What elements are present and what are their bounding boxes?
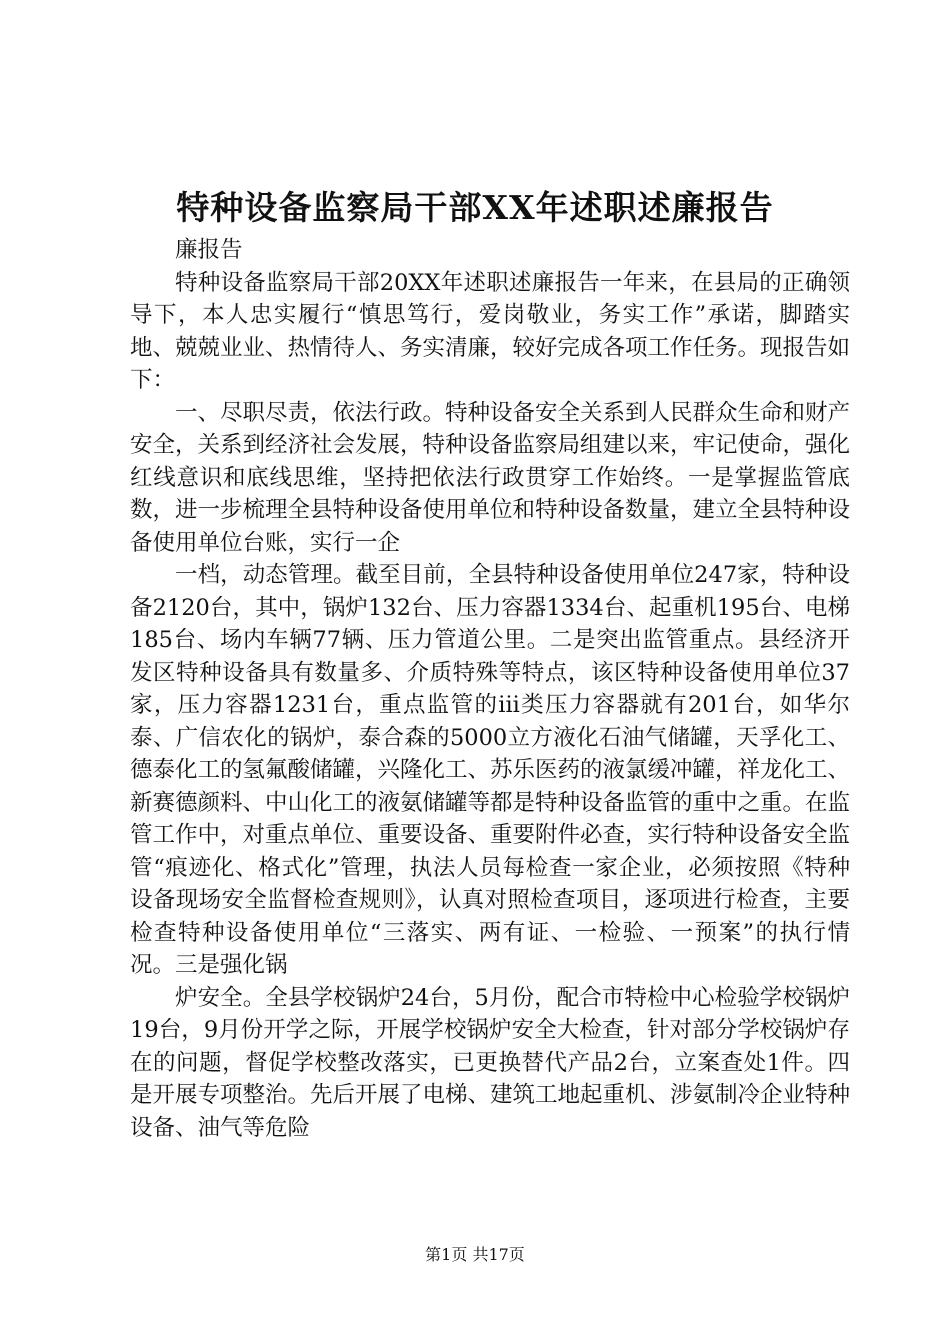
paragraph-1: 廉报告 xyxy=(175,237,243,263)
paragraph-4: 一档，动态管理。截至目前，全县特种设备使用单位247家，特种设备2120台，其中，锅炉132台、压力容器1334台、起重机195台、电梯185台、场内车辆77辆、压力管道公里。二是突出监管重点。县经济开发区特种设备具有数量多、介质特殊等特点，该区特种设备使用单位37家，压力容器1231台，重点监管的iii类压力容器就有201台，如华尔泰、广信农化的锅炉，泰合森的5000立方液化石油气储罐，天孚化工、德泰化工的氢氟酸储罐，兴隆化工、苏乐医药的液氯缓冲罐，祥龙化工、新赛德颜料、中山化工的液氨储罐等都是特种设备监管的重中之重。在监管工作中，对重点单位、重要设备、重要附件必查，实行特种设备安全监管“痕迹化、格式化”管理，执法人员每检查一家企业，必须按照《特种设备现场安全监督检查规则》，认真对照检查项目，逐项进行检查，主要检查特种设备使用单位“三落实、两有证、一检验、一预案”的执行情况。三是强化锅 xyxy=(130,562,851,978)
page-footer: 第1页 共17页 xyxy=(425,1245,525,1264)
document-title: 特种设备监察局干部XX年述职述廉报告 xyxy=(176,188,774,227)
paragraph-5: 炉安全。全县学校锅炉24台，5月份，配合市特检中心检验学校锅炉19台，9月份开学之际，开展学校锅炉安全大检查，针对部分学校锅炉存在的问题，督促学校整改落实，已更换替代产品2台，立案查处1件。四是开展专项整治。先后开展了电梯、建筑工地起重机、涉氨制冷企业特种设备、油气等危险 xyxy=(130,984,851,1141)
document-body xyxy=(130,234,850,1144)
paragraph-3: 一、尽职尽责，依法行政。特种设备安全关系到人民群众生命和财产安全，关系到经济社会发展，特种设备监察局组建以来，牢记使命，强化红线意识和底线思维，坚持把依法行政贯穿工作始终。一是掌握监管底数，进一步梳理全县特种设备使用单位和特种设备数量，建立全县特种设备使用单位台账，实行一企 xyxy=(130,399,851,556)
paragraph-2: 特种设备监察局干部20XX年述职述廉报告一年来，在县局的正确领导下，本人忠实履行“慎思笃行，爱岗敬业，务实工作”承诺，脚踏实地、兢兢业业、热情待人、务实清廉，较好完成各项工作任务。现报告如下： xyxy=(130,269,851,393)
